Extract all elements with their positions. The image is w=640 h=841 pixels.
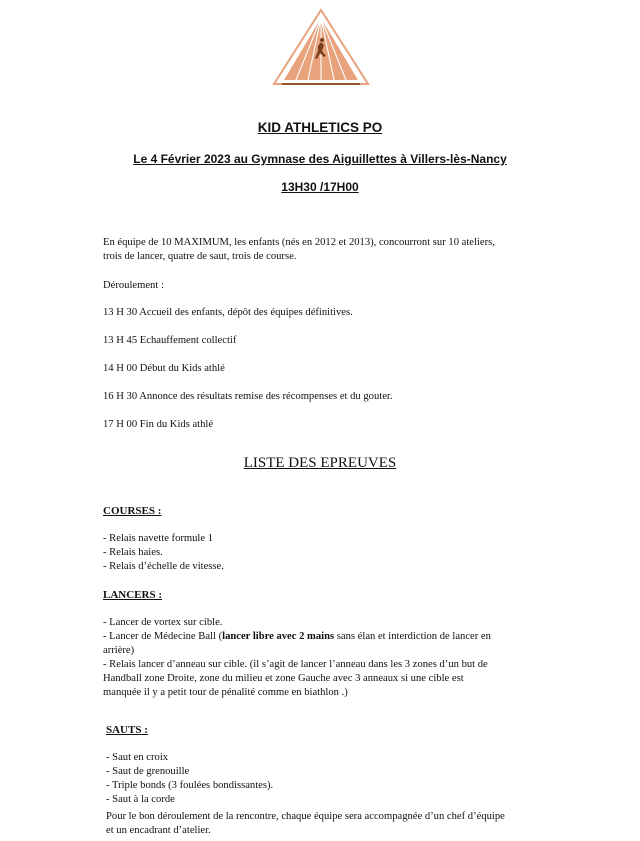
courses-heading: COURSES : <box>103 505 162 517</box>
intro-line-1: En équipe de 10 MAXIMUM, les enfants (nés en 2012 et 2013), concourront sur 10 ateliers, <box>103 237 495 248</box>
event-date-location: Le 4 Février 2023 au Gymnase des Aiguillettes à Villers-lès-Nancy <box>133 152 507 166</box>
lancers-heading: LANCERS : <box>103 589 162 601</box>
document-title: KID ATHLETICS PO <box>257 120 383 135</box>
list-item: - Lancer de vortex sur cible. <box>103 617 223 628</box>
list-item: - Triple bonds (3 foulées bondissantes). <box>106 780 274 791</box>
list-item-text: - Lancer de Médecine Ball ( <box>103 631 223 642</box>
list-item: - Relais haies. <box>103 547 163 558</box>
schedule-label: Déroulement : <box>103 280 164 291</box>
club-logo <box>262 8 380 90</box>
schedule-item: 14 H 00 Début du Kids athlé <box>103 363 225 374</box>
list-item-continuation: Handball zone Droite, zone du milieu et zone Gauche avec 3 anneaux si une cible est <box>103 673 464 684</box>
courses-list <box>103 532 224 574</box>
schedule-item: 16 H 30 Annonce des résultats remise des récompenses et du gouter. <box>103 391 393 402</box>
list-item: - Saut en croix <box>106 752 169 763</box>
intro-line-2: trois de lancer, quatre de saut, trois de course. <box>103 251 297 262</box>
lancers-list <box>103 616 563 700</box>
list-item-continuation: manquée il y a petit tour de pénalité comme en biathlon .) <box>103 687 348 698</box>
list-item: - Relais d’échelle de vitesse. <box>103 561 224 572</box>
list-item <box>103 630 563 644</box>
schedule-item: 17 H 00 Fin du Kids athlé <box>103 419 214 430</box>
schedule-item: 13 H 30 Accueil des enfants, dépôt des équipes définitives. <box>103 307 353 318</box>
list-item: - Saut de grenouille <box>106 766 190 777</box>
sauts-list <box>106 751 273 807</box>
list-item-text: sans élan et interdiction de lancer en <box>334 631 491 642</box>
sauts-heading: SAUTS : <box>106 724 148 736</box>
list-item-continuation: arrière) <box>103 645 135 656</box>
list-item: - Saut à la corde <box>106 794 175 805</box>
list-item: - Relais navette formule 1 <box>103 533 214 544</box>
events-list-title: LISTE DES EPREUVES <box>243 455 397 471</box>
club-logo-graphic <box>262 8 380 90</box>
list-item-emphasis: lancer libre avec 2 mains <box>222 631 335 642</box>
schedule-item: 13 H 45 Echauffement collectif <box>103 335 237 346</box>
footer-line-2: et un encadrant d’atelier. <box>106 825 211 836</box>
event-time: 13H30 /17H00 <box>281 180 359 194</box>
list-item: - Relais lancer d’anneau sur cible. (il s’agit de lancer l’anneau dans les 3 zones d’un but de <box>103 659 488 670</box>
footer-line-1: Pour le bon déroulement de la rencontre, chaque équipe sera accompagnée d’un chef d’équipe <box>106 811 505 822</box>
